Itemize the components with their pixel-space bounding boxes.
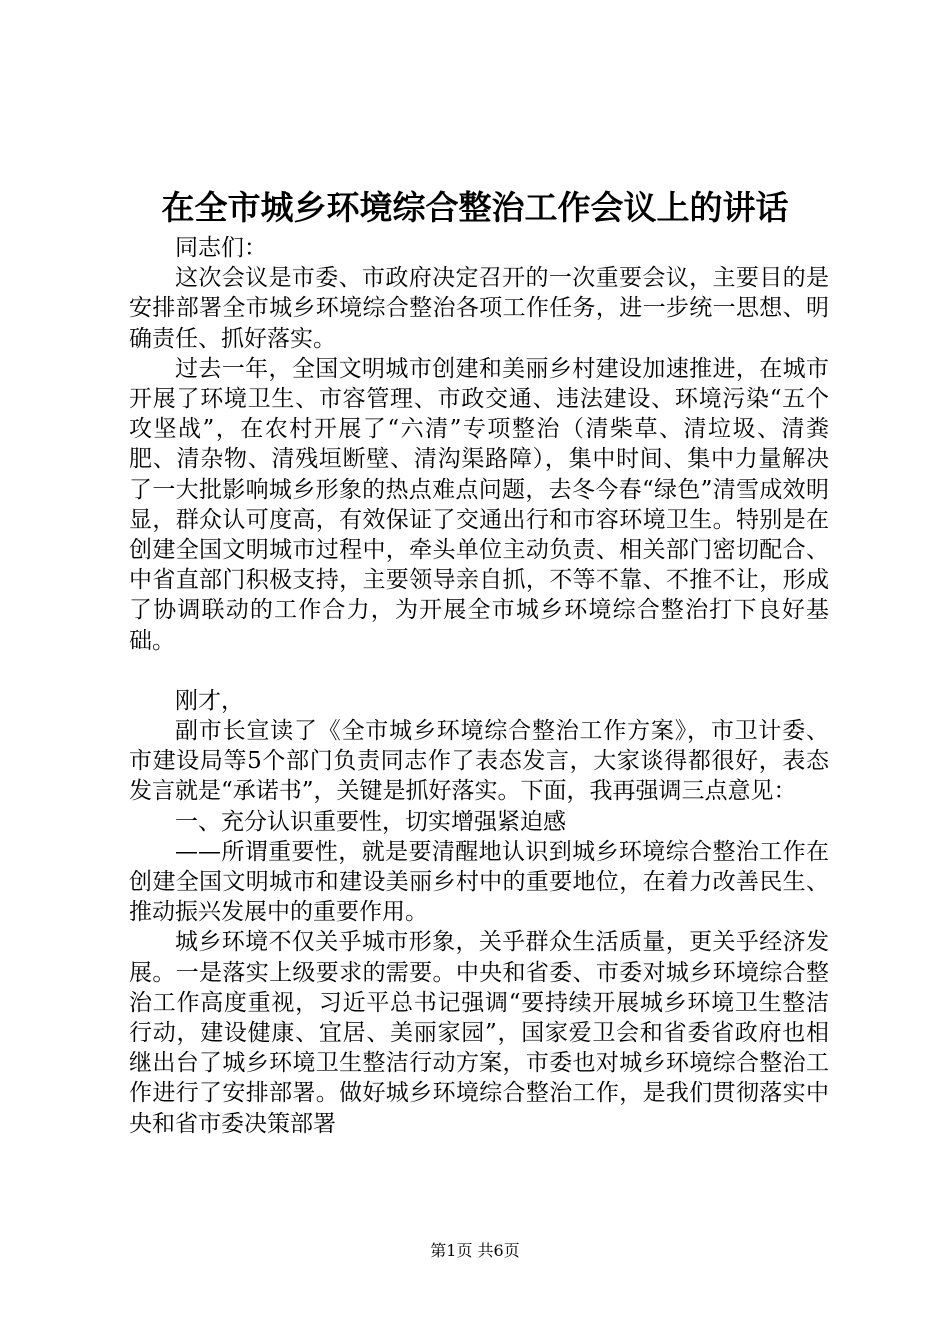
document-title: 在全市城乡环境综合整治工作会议上的讲话 <box>161 188 789 227</box>
paragraph-transition: 刚才， <box>175 687 244 714</box>
paragraph-intro: 这次会议是市委、市政府决定召开的一次重要会议，主要目的是安排部署全市城乡环境综合整治各项工作任务，进一步统一思想、明确责任、抓好落实。 <box>129 265 829 352</box>
paragraph-environment: 城乡环境不仅关乎城市形象，关乎群众生活质量，更关乎经济发展。一是落实上级要求的需要。中央和省委、市委对城乡环境综合整治工作高度重视，习近平总书记强调“要持续开展城乡环境卫生整洁行动，建设健康、宜居、美丽家园”，国家爱卫会和省委省政府也相继出台了城乡环境卫生整洁行动方案，市委也对城乡环境综合整治工作进行了安排部署。做好城乡环境综合整治工作，是我们贯彻落实中央和省市委决策部署 <box>129 929 829 1137</box>
paragraph-opinions: 副市长宣读了《全市城乡环境综合整治工作方案》，市卫计委、市建设局等5个部门负责同志作了表态发言，大家谈得都很好，表态发言就是“承诺书”，关键是抓好落实。下面，我再强调三点意见： <box>129 718 829 805</box>
document-body <box>129 233 829 1139</box>
paragraph-review: 过去一年，全国文明城市创建和美丽乡村建设加速推进，在城市开展了环境卫生、市容管理、市政交通、违法建设、环境污染“五个攻坚战”，在农村开展了“六清”专项整治（清柴草、清垃圾、清粪肥、清杂物、清残垣断壁、清沟渠路障），集中时间、集中力量解决了一大批影响城乡形象的热点难点问题，去冬今春“绿色”清雪成效明显，群众认可度高，有效保证了交通出行和市容环境卫生。特别是在创建全国文明城市过程中，牵头单位主动负责、相关部门密切配合、中省直部门积极支持，主要领导亲自抓，不等不靠、不推不让，形成了协调联动的工作合力，为开展全市城乡环境综合整治打下良好基础。 <box>129 355 829 654</box>
paragraph-importance: ——所谓重要性，就是要清醒地认识到城乡环境综合整治工作在创建全国文明城市和建设美丽乡村中的重要地位，在着力改善民生、推动振兴发展中的重要作用。 <box>129 838 829 926</box>
page-number-footer: 第1页 共6页 <box>430 1241 520 1260</box>
paragraph-salutation: 同志们： <box>175 235 267 261</box>
section-heading-1: 一、充分认识重要性，切实增强紧迫感 <box>175 808 566 835</box>
